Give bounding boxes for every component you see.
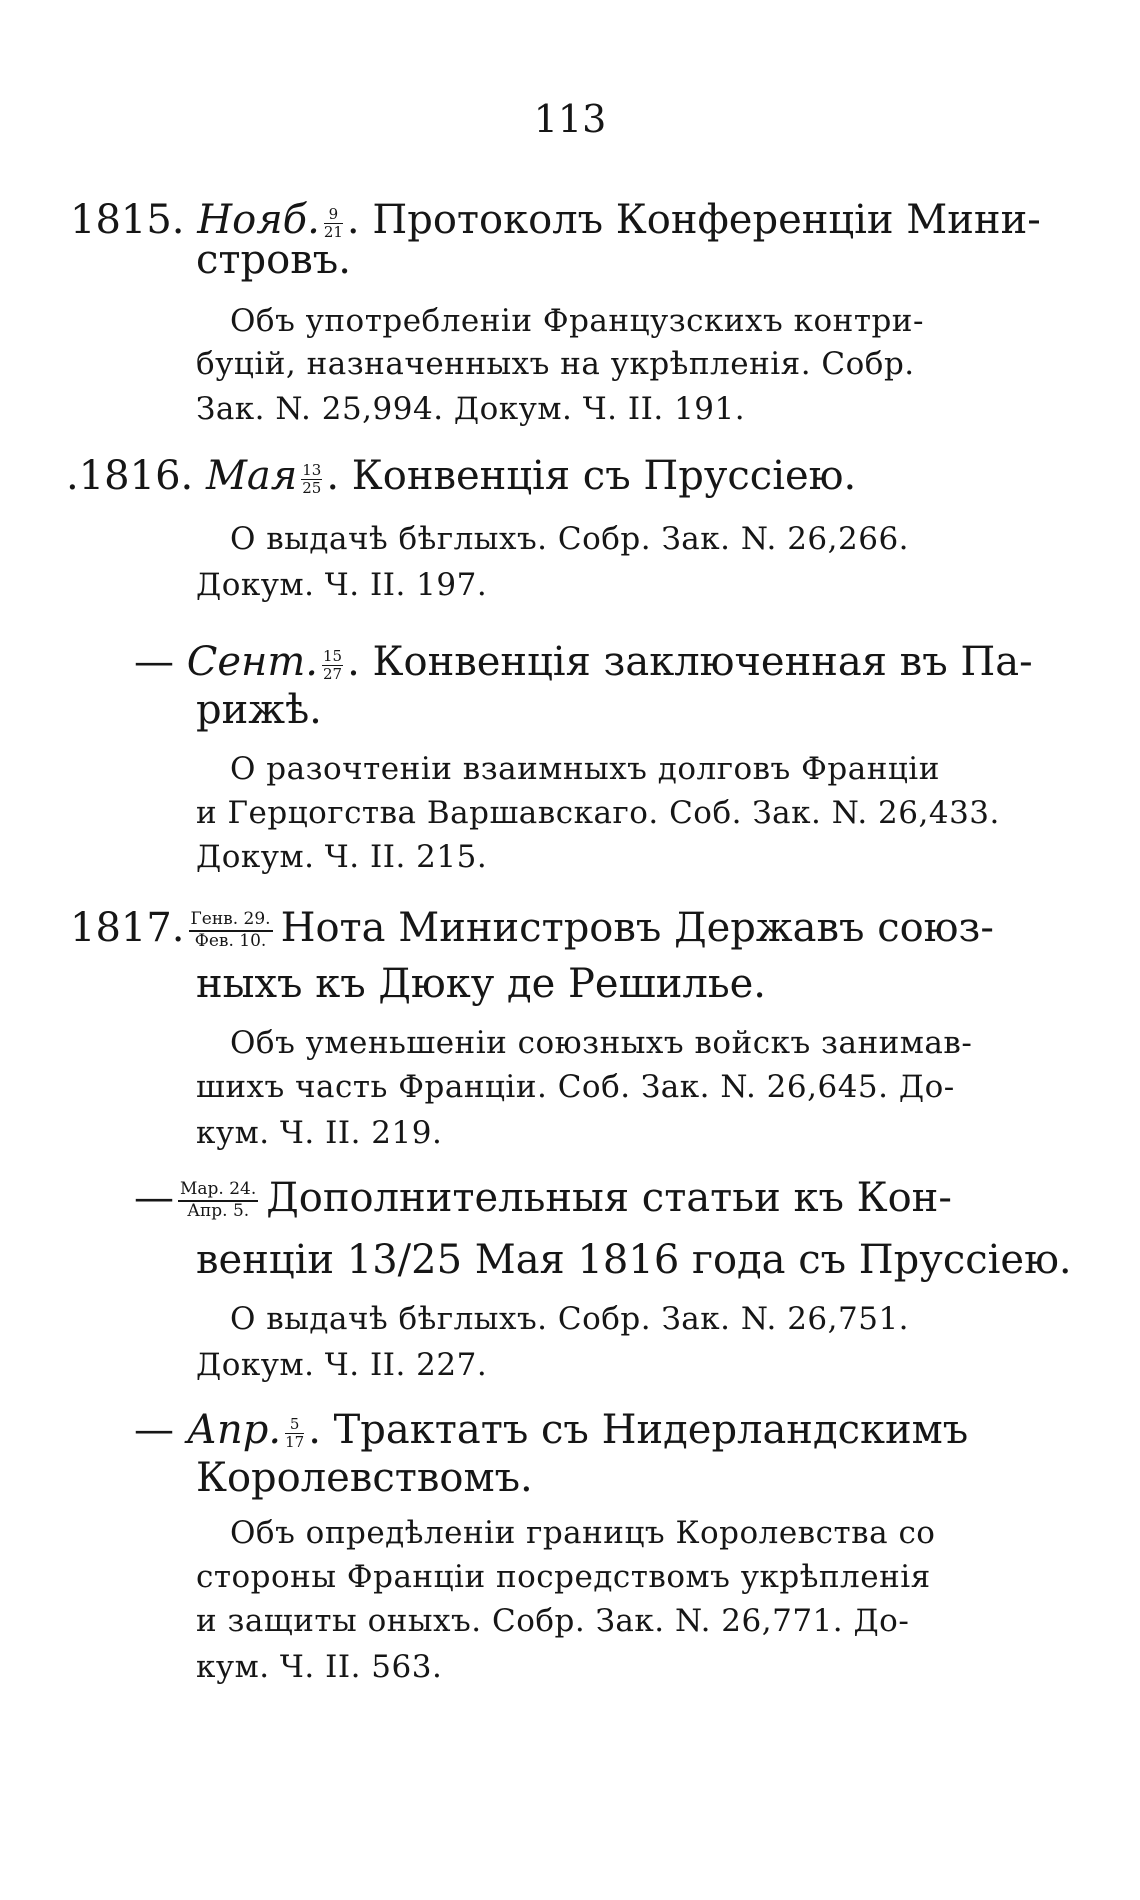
day-new-style: 27	[323, 664, 343, 683]
entry-year: 1815.	[70, 197, 185, 243]
entry-body-line: Объ опредѣленіи границъ Королевства со	[230, 1515, 936, 1551]
day-old-style: 13	[302, 461, 322, 479]
entry-day-fraction	[324, 206, 343, 240]
entry-title-line: Дополнительныя статьи къ Кон-	[266, 1175, 952, 1221]
entry-body-line: О разочтеніи взаимныхъ долговъ Франціи	[230, 751, 940, 787]
entry-title-line: Конвенція заключенная въ Па-	[372, 639, 1033, 685]
entry-month: Мая	[205, 453, 298, 499]
day-old-style: 5	[285, 1416, 304, 1434]
entry-body-line: и защиты оныхъ. Собр. Зак. N. 26,771. До-	[196, 1603, 910, 1639]
entry-body-line: буцій, назначенныхъ на укрѣпленія. Собр.	[196, 346, 915, 382]
day-new-style: 25	[302, 478, 322, 497]
entry-body-line: Докум. Ч. II. 215.	[196, 839, 488, 875]
entry-body-line: Докум. Ч. II. 227.	[196, 1347, 488, 1383]
entry-heading: — Сент. $\frac{15}{27}$ . Конвенція заключенная въ Па-	[134, 639, 1033, 685]
entry-body-line: Докум. Ч. II. 197.	[196, 567, 488, 603]
date-new-style: Апр. 5.	[187, 1201, 250, 1221]
entry-title-line: венціи 13/25 Мая 1816 года съ Пруссіею.	[196, 1237, 1072, 1283]
entry-body-line: Объ употребленіи Французскихъ контри-	[230, 303, 924, 339]
ditto-dash: —	[134, 639, 174, 685]
day-new-style: 17	[285, 1432, 305, 1451]
entry-body-line: О выдачѣ бѣглыхъ. Собр. Зак. N. 26,751.	[230, 1301, 910, 1337]
entry-body-line: Объ уменьшеніи союзныхъ войскъ занимав-	[230, 1025, 973, 1061]
entry-heading	[70, 905, 994, 952]
entry-double-date	[189, 910, 273, 951]
day-old-style: 9	[324, 206, 343, 224]
entry-body-line: стороны Франціи посредствомъ укрѣпленія	[196, 1559, 931, 1595]
entry-body-line: О выдачѣ бѣглыхъ. Собр. Зак. N. 26,266.	[230, 521, 910, 557]
entry-title-line: стровъ.	[196, 237, 351, 283]
entry-double-date	[178, 1180, 258, 1221]
entry-body-line: кум. Ч. II. 219.	[196, 1115, 443, 1151]
entry-title-line: Протоколъ Конференціи Мини-	[372, 197, 1041, 243]
date-old-style: Генв. 29.	[189, 910, 273, 932]
entry-year: 1817.	[70, 905, 185, 951]
entry-month: Нояб.	[197, 197, 320, 243]
entry-day-fraction	[285, 1416, 304, 1450]
date-new-style: Фев. 10.	[194, 931, 267, 951]
entry-heading	[134, 1175, 952, 1222]
entry-heading: 1815. Нояб. $\frac{9}{21}$ . Протоколъ Конференціи Мини-	[70, 197, 1041, 243]
entry-body-line: Зак. N. 25,994. Докум. Ч. II. 191.	[196, 391, 746, 427]
entry-month: Апр.	[186, 1407, 282, 1453]
date-old-style: Мар. 24.	[178, 1180, 258, 1202]
entry-title-line: Нота Министровъ Державъ союз-	[280, 905, 994, 951]
entry-day-fraction	[322, 648, 343, 682]
entry-title-line: ныхъ къ Дюку де Решилье.	[196, 961, 766, 1007]
entry-body-line: кум. Ч. II. 563.	[196, 1649, 443, 1685]
entry-year: .1816.	[66, 453, 194, 499]
page-number: 113	[533, 97, 607, 141]
entry-day-fraction	[301, 462, 322, 496]
entry-body-line: шихъ часть Франціи. Соб. Зак. N. 26,645. До-	[196, 1069, 955, 1105]
ditto-dash: —	[134, 1407, 174, 1453]
entry-title-line: Королевствомъ.	[196, 1455, 533, 1501]
ditto-dash: —	[134, 1175, 174, 1221]
entry-heading: .1816. Мая $\frac{13}{25}$ . Конвенція съ Пруссіею.	[66, 453, 857, 499]
entry-title-line: Конвенція съ Пруссіею.	[351, 453, 857, 499]
day-new-style: 21	[323, 222, 343, 241]
day-old-style: 15	[323, 647, 343, 665]
entry-title-line: рижѣ.	[196, 687, 322, 733]
entry-month: Сент.	[186, 639, 318, 685]
entry-title-line: Трактатъ съ Нидерландскимъ	[333, 1407, 969, 1453]
entry-body-line: и Герцогства Варшавскаго. Соб. Зак. N. 26,433.	[196, 795, 1000, 831]
entry-heading: — Апр. $\frac{5}{17}$ . Трактатъ съ Нидерландскимъ	[134, 1407, 969, 1453]
